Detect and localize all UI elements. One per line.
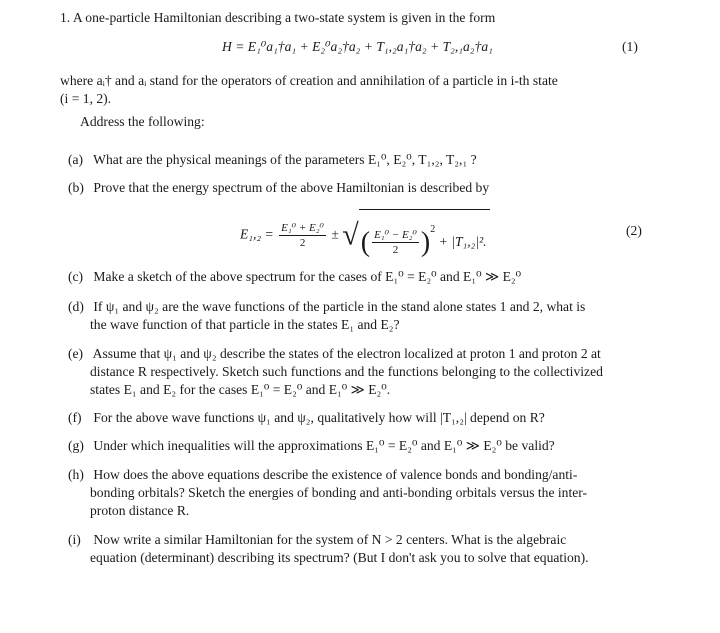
equation-2-number: (2) xyxy=(626,223,642,238)
item-e-line-3: states E₁ and E₂ for the cases E₁⁰ = E₂⁰ and E₁⁰ ≫ E₂⁰. xyxy=(90,382,391,397)
item-label: (f) xyxy=(68,410,82,425)
item-text: Now write a similar Hamiltonian for the system of N > 2 centers. What is the algebraic xyxy=(93,532,567,547)
item-label: (i) xyxy=(68,532,81,547)
item-label: (g) xyxy=(68,438,84,453)
energy-spectrum-equation xyxy=(240,209,490,258)
item-label: (e) xyxy=(68,346,84,361)
eq2-mean-fraction xyxy=(279,222,326,249)
item-text: Assume that ψ₁ and ψ₂ describe the states of the electron localized at proton 1 and proton 2 at xyxy=(92,346,601,361)
item-text: How does the above equations describe the existence of valence bonds and bonding/anti- xyxy=(93,467,578,482)
item-e xyxy=(68,345,601,363)
item-text: Prove that the energy spectrum of the above Hamiltonian is described by xyxy=(93,180,490,195)
eq2-tail: + |T₁,₂|². xyxy=(438,234,487,249)
hamiltonian-equation: H = E₁⁰a₁†a₁ + E₂⁰a₂†a₂ + T₁,₂a₁†a₂ + T₂,₁a₂†a₁ xyxy=(222,39,493,54)
equation-1-number: (1) xyxy=(622,39,638,54)
item-label: (c) xyxy=(68,269,84,284)
item-d-line-2: the wave function of that particle in the states E₁ and E₂? xyxy=(90,317,400,332)
item-f xyxy=(68,409,545,427)
item-c xyxy=(68,268,521,286)
eq2-plus-minus: ± xyxy=(331,226,339,242)
item-a xyxy=(68,151,477,169)
eq2-square-exponent: 2 xyxy=(430,224,436,235)
eq2-frac2-numerator: E₁⁰ − E₂⁰ xyxy=(374,229,417,242)
left-paren-icon: ( xyxy=(360,226,371,258)
item-text: Under which inequalities will the approximations E₁⁰ = E₂⁰ and E₁⁰ ≫ E₂⁰ be valid? xyxy=(93,438,555,453)
sqrt-sign-icon: √ xyxy=(342,218,359,252)
item-text: What are the physical meanings of the parameters E₁⁰, E₂⁰, T₁,₂, T₂,₁ ? xyxy=(93,152,477,167)
item-text: For the above wave functions ψ₁ and ψ₂, qualitatively how will |T₁,₂| depend on R? xyxy=(93,410,545,425)
where-text-line-2: (i = 1, 2). xyxy=(60,91,112,106)
item-label: (d) xyxy=(68,299,84,314)
item-g xyxy=(68,437,555,455)
right-paren-icon: ) xyxy=(420,226,431,258)
item-h xyxy=(68,466,577,484)
eq2-diff-fraction xyxy=(372,229,419,256)
item-i xyxy=(68,531,566,549)
item-label: (a) xyxy=(68,152,84,167)
eq2-frac1-denominator: 2 xyxy=(299,237,306,249)
address-heading: Address the following: xyxy=(80,114,205,129)
item-e-line-2: distance R respectively. Sketch such functions and the functions belonging to the collectivized xyxy=(90,364,603,379)
item-text: If ψ₁ and ψ₂ are the wave functions of the particle in the stand alone states 1 and 2, what is xyxy=(93,299,586,314)
eq2-frac2-denominator: 2 xyxy=(392,244,399,257)
item-b xyxy=(68,179,489,197)
item-label: (h) xyxy=(68,467,84,482)
where-text-line-1: where aᵢ† and aᵢ stand for the operators of creation and annihilation of a particle in i-th state xyxy=(60,73,558,88)
eq2-frac1-numerator: E₁⁰ + E₂⁰ xyxy=(281,222,324,234)
problem-intro: 1. A one-particle Hamiltonian describing a two-state system is given in the form xyxy=(60,10,496,25)
eq2-lhs: E₁,₂ = xyxy=(240,226,274,242)
item-h-line-3: proton distance R. xyxy=(90,503,190,518)
item-text: Make a sketch of the above spectrum for the cases of E₁⁰ = E₂⁰ and E₁⁰ ≫ E₂⁰ xyxy=(93,269,522,284)
item-label: (b) xyxy=(68,180,84,195)
item-d xyxy=(68,298,585,316)
eq2-radicand xyxy=(359,209,490,262)
item-h-line-2: bonding orbitals? Sketch the energies of bonding and anti-bonding orbitals versus the inter- xyxy=(90,485,588,500)
item-i-line-2: equation (determinant) describing its spectrum? (But I don't ask you to solve that equation). xyxy=(90,550,589,565)
